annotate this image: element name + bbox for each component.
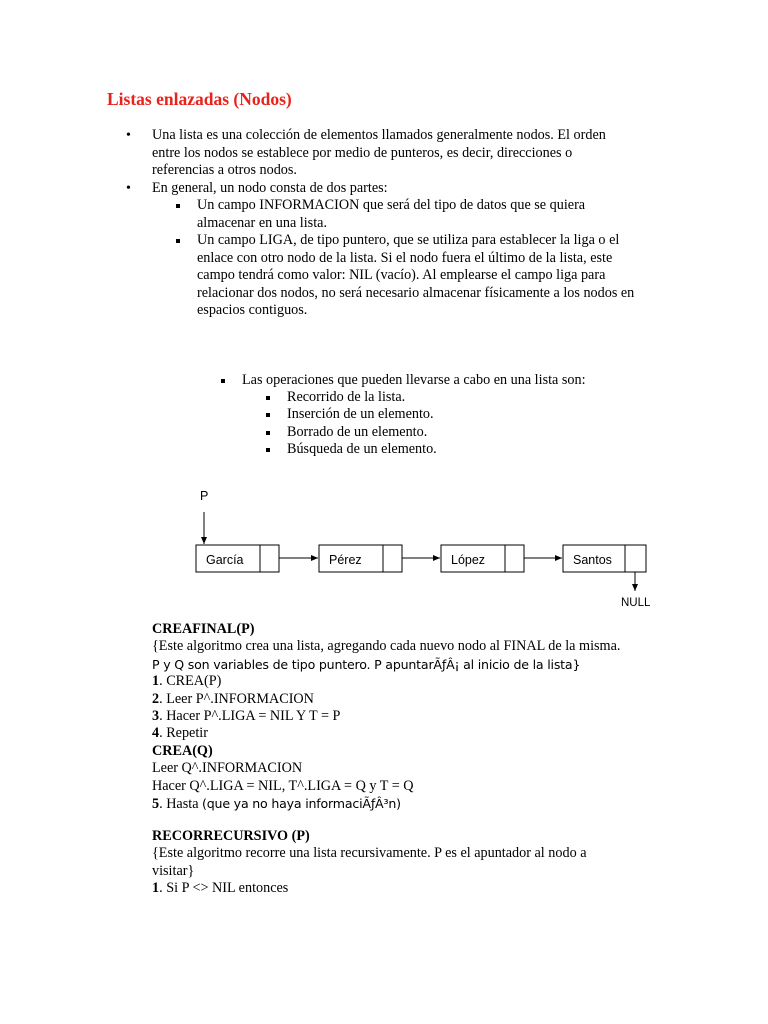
- text-line: Una lista es una colección de elementos llamados generalmente nodos. El orden: [152, 127, 606, 143]
- null-label: NULL: [621, 597, 651, 609]
- algorithm-name: CREAFINAL(P): [152, 621, 255, 637]
- operation-item: Borrado de un elemento.: [287, 424, 428, 440]
- algorithm-step: [152, 795, 620, 813]
- operation-item: Búsqueda de un elemento.: [287, 441, 437, 457]
- node-label: Pérez: [329, 553, 362, 567]
- text-line: enlace con otro nodo de la lista. Si el nodo fuera el último de la lista, este: [197, 249, 613, 266]
- algorithm-comment: visitar}: [152, 862, 195, 879]
- text-line: Un campo INFORMACION que será del tipo de datos que se quiera: [197, 197, 586, 213]
- text-line: campo tendrá como valor: NIL (vacío). Al emplearse el campo liga para: [197, 267, 606, 283]
- text-line: espacios contiguos.: [197, 302, 308, 318]
- operations-heading: Las operaciones que pueden llevarse a cabo en una lista son:: [242, 372, 586, 388]
- node-label: Santos: [573, 553, 612, 567]
- node-label: García: [206, 553, 244, 567]
- step-number: 2: [152, 690, 160, 707]
- algorithm-comment: {Este algoritmo recorre una lista recursivamente. P es el apuntador al nodo a: [152, 845, 587, 862]
- algorithm-recorrecursivo: [152, 828, 587, 898]
- step-number: 1: [152, 880, 160, 897]
- pointer-label: P: [200, 489, 209, 503]
- algorithm-step: [152, 880, 587, 897]
- text-line: referencias a otros nodos.: [152, 162, 297, 178]
- algorithm-line: Hacer Q^.LIGA = NIL, T^.LIGA = Q y T = Q: [152, 777, 414, 794]
- operation-item: Inserción de un elemento.: [287, 406, 434, 422]
- algorithm-step: [152, 708, 620, 725]
- algorithm-creafinal: [152, 621, 620, 813]
- algorithm-step: [152, 725, 620, 742]
- step-text: . Repetir: [159, 725, 208, 742]
- text-line: entre los nodos se establece por medio de punteros, es decir, direcciones o: [152, 144, 573, 161]
- step-text: . CREA(P): [159, 673, 222, 690]
- algorithm-step: [152, 691, 620, 708]
- algorithm-comment: P y Q son variables de tipo puntero. P apuntarÃƒÂ¡ al inicio de la lista}: [152, 656, 581, 672]
- step-number: 3: [152, 708, 160, 725]
- list-node: [319, 545, 402, 572]
- bullet-dot: •: [126, 181, 131, 196]
- list-node: [196, 545, 279, 572]
- operation-item: Recorrido de la lista.: [287, 389, 406, 405]
- step-text: . Hacer P^.LIGA = NIL Y T = P: [159, 708, 341, 725]
- text-line: relacionar dos nodos, no será necesario almacenar físicamente a los nodos en: [197, 284, 635, 301]
- algorithm-line: Leer Q^.INFORMACION: [152, 760, 303, 777]
- list-node: [441, 545, 524, 572]
- step-text: . Leer P^.INFORMACION: [159, 690, 314, 707]
- algorithm-name: RECORRECURSIVO (P): [152, 828, 310, 844]
- algorithm-step: [152, 673, 620, 690]
- bullet-dot: •: [126, 128, 131, 143]
- step-number: 1: [152, 673, 160, 690]
- page-title: Listas enlazadas (Nodos): [107, 89, 292, 109]
- step-number: 5: [152, 796, 160, 813]
- node-label: López: [451, 553, 486, 567]
- step-text: . Hasta: [159, 796, 203, 813]
- algorithm-comment: {Este algoritmo crea una lista, agregando cada nuevo nodo al FINAL de la misma.: [152, 638, 621, 655]
- step-text: . Si P <> NIL entonces: [159, 880, 289, 897]
- list-node: [563, 545, 646, 572]
- step-text: (que ya no haya informaciÃƒÂ³n): [202, 796, 401, 812]
- step-number: 4: [152, 725, 160, 742]
- text-line: almacenar en una lista.: [197, 214, 327, 231]
- sub-algorithm-name: CREA(Q): [152, 742, 213, 759]
- text-line: Un campo LIGA, de tipo puntero, que se utiliza para establecer la liga o el: [197, 232, 620, 248]
- intro-bullet-2: En general, un nodo consta de dos partes:: [152, 180, 388, 196]
